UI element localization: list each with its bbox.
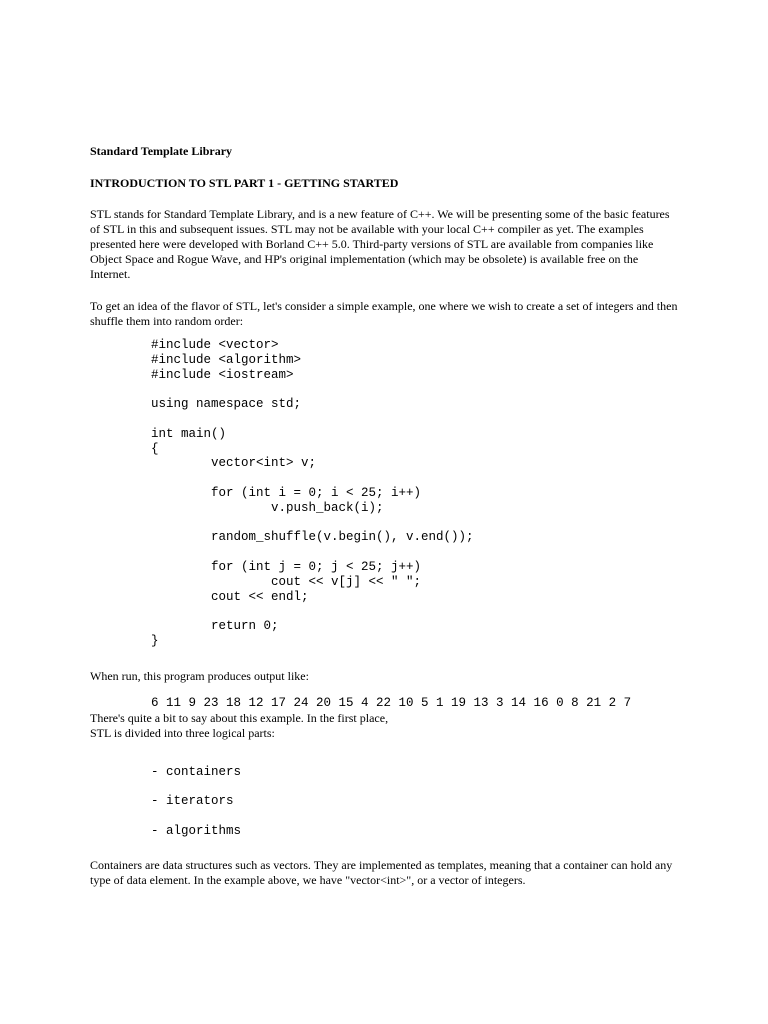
document-page: [90, 144, 680, 888]
code-line: #include <iostream>: [151, 367, 294, 382]
parts-list: [151, 765, 680, 839]
code-example: [151, 338, 680, 649]
code-line: v.push_back(i);: [151, 500, 384, 515]
quite-a-bit-line: There's quite a bit to say about this example. In the first place,: [90, 710, 389, 725]
code-line: cout << endl;: [151, 589, 309, 604]
document-title: Standard Template Library: [90, 144, 233, 158]
code-line: #include <algorithm>: [151, 352, 302, 367]
code-line: for (int i = 0; i < 25; i++): [151, 485, 422, 500]
code-line: int main(): [151, 426, 227, 441]
program-output: 6 11 9 23 18 12 17 24 20 15 4 22 10 5 1 19 13 3 14 16 0 8 21 2 7: [151, 695, 632, 710]
section-heading: INTRODUCTION TO STL PART 1 - GETTING STARTED: [90, 176, 399, 190]
code-line: cout << v[j] << " ";: [151, 574, 422, 589]
containers-paragraph: Containers are data structures such as vectors. They are implemented as templates, meaning that a container can hold any type of data element. In the example above, we have "vector<int>", or a vector of integers.: [90, 857, 673, 887]
code-line: return 0;: [151, 619, 279, 634]
list-item: - containers: [151, 764, 242, 779]
code-line: vector<int> v;: [151, 456, 317, 471]
code-line: random_shuffle(v.begin(), v.end());: [151, 530, 474, 545]
flavor-paragraph: To get an idea of the flavor of STL, let's consider a simple example, one where we wish to create a set of integers and then shuffle them into random order:: [90, 299, 678, 328]
code-line: #include <vector>: [151, 338, 279, 352]
intro-paragraph: STL stands for Standard Template Library, and is a new feature of C++. We will be presenting some of the basic features of STL in this and subsequent issues. STL may not be available with your local C++ compiler as yet. The examples presented here were developed with Borland C++ 5.0. Third-party versions of STL are available from companies like Object Space and Rogue Wave, and HP's original implementation (which may be obsolete) is available free on the Internet.: [90, 207, 670, 281]
list-item: - iterators: [151, 794, 234, 809]
when-run-paragraph: When run, this program produces output like:: [90, 668, 309, 683]
code-line: using namespace std;: [151, 397, 302, 412]
code-line: }: [151, 633, 159, 648]
code-line: {: [151, 441, 159, 456]
divided-line: STL is divided into three logical parts:: [90, 725, 275, 740]
list-item: - algorithms: [151, 823, 242, 838]
code-line: for (int j = 0; j < 25; j++): [151, 559, 422, 574]
